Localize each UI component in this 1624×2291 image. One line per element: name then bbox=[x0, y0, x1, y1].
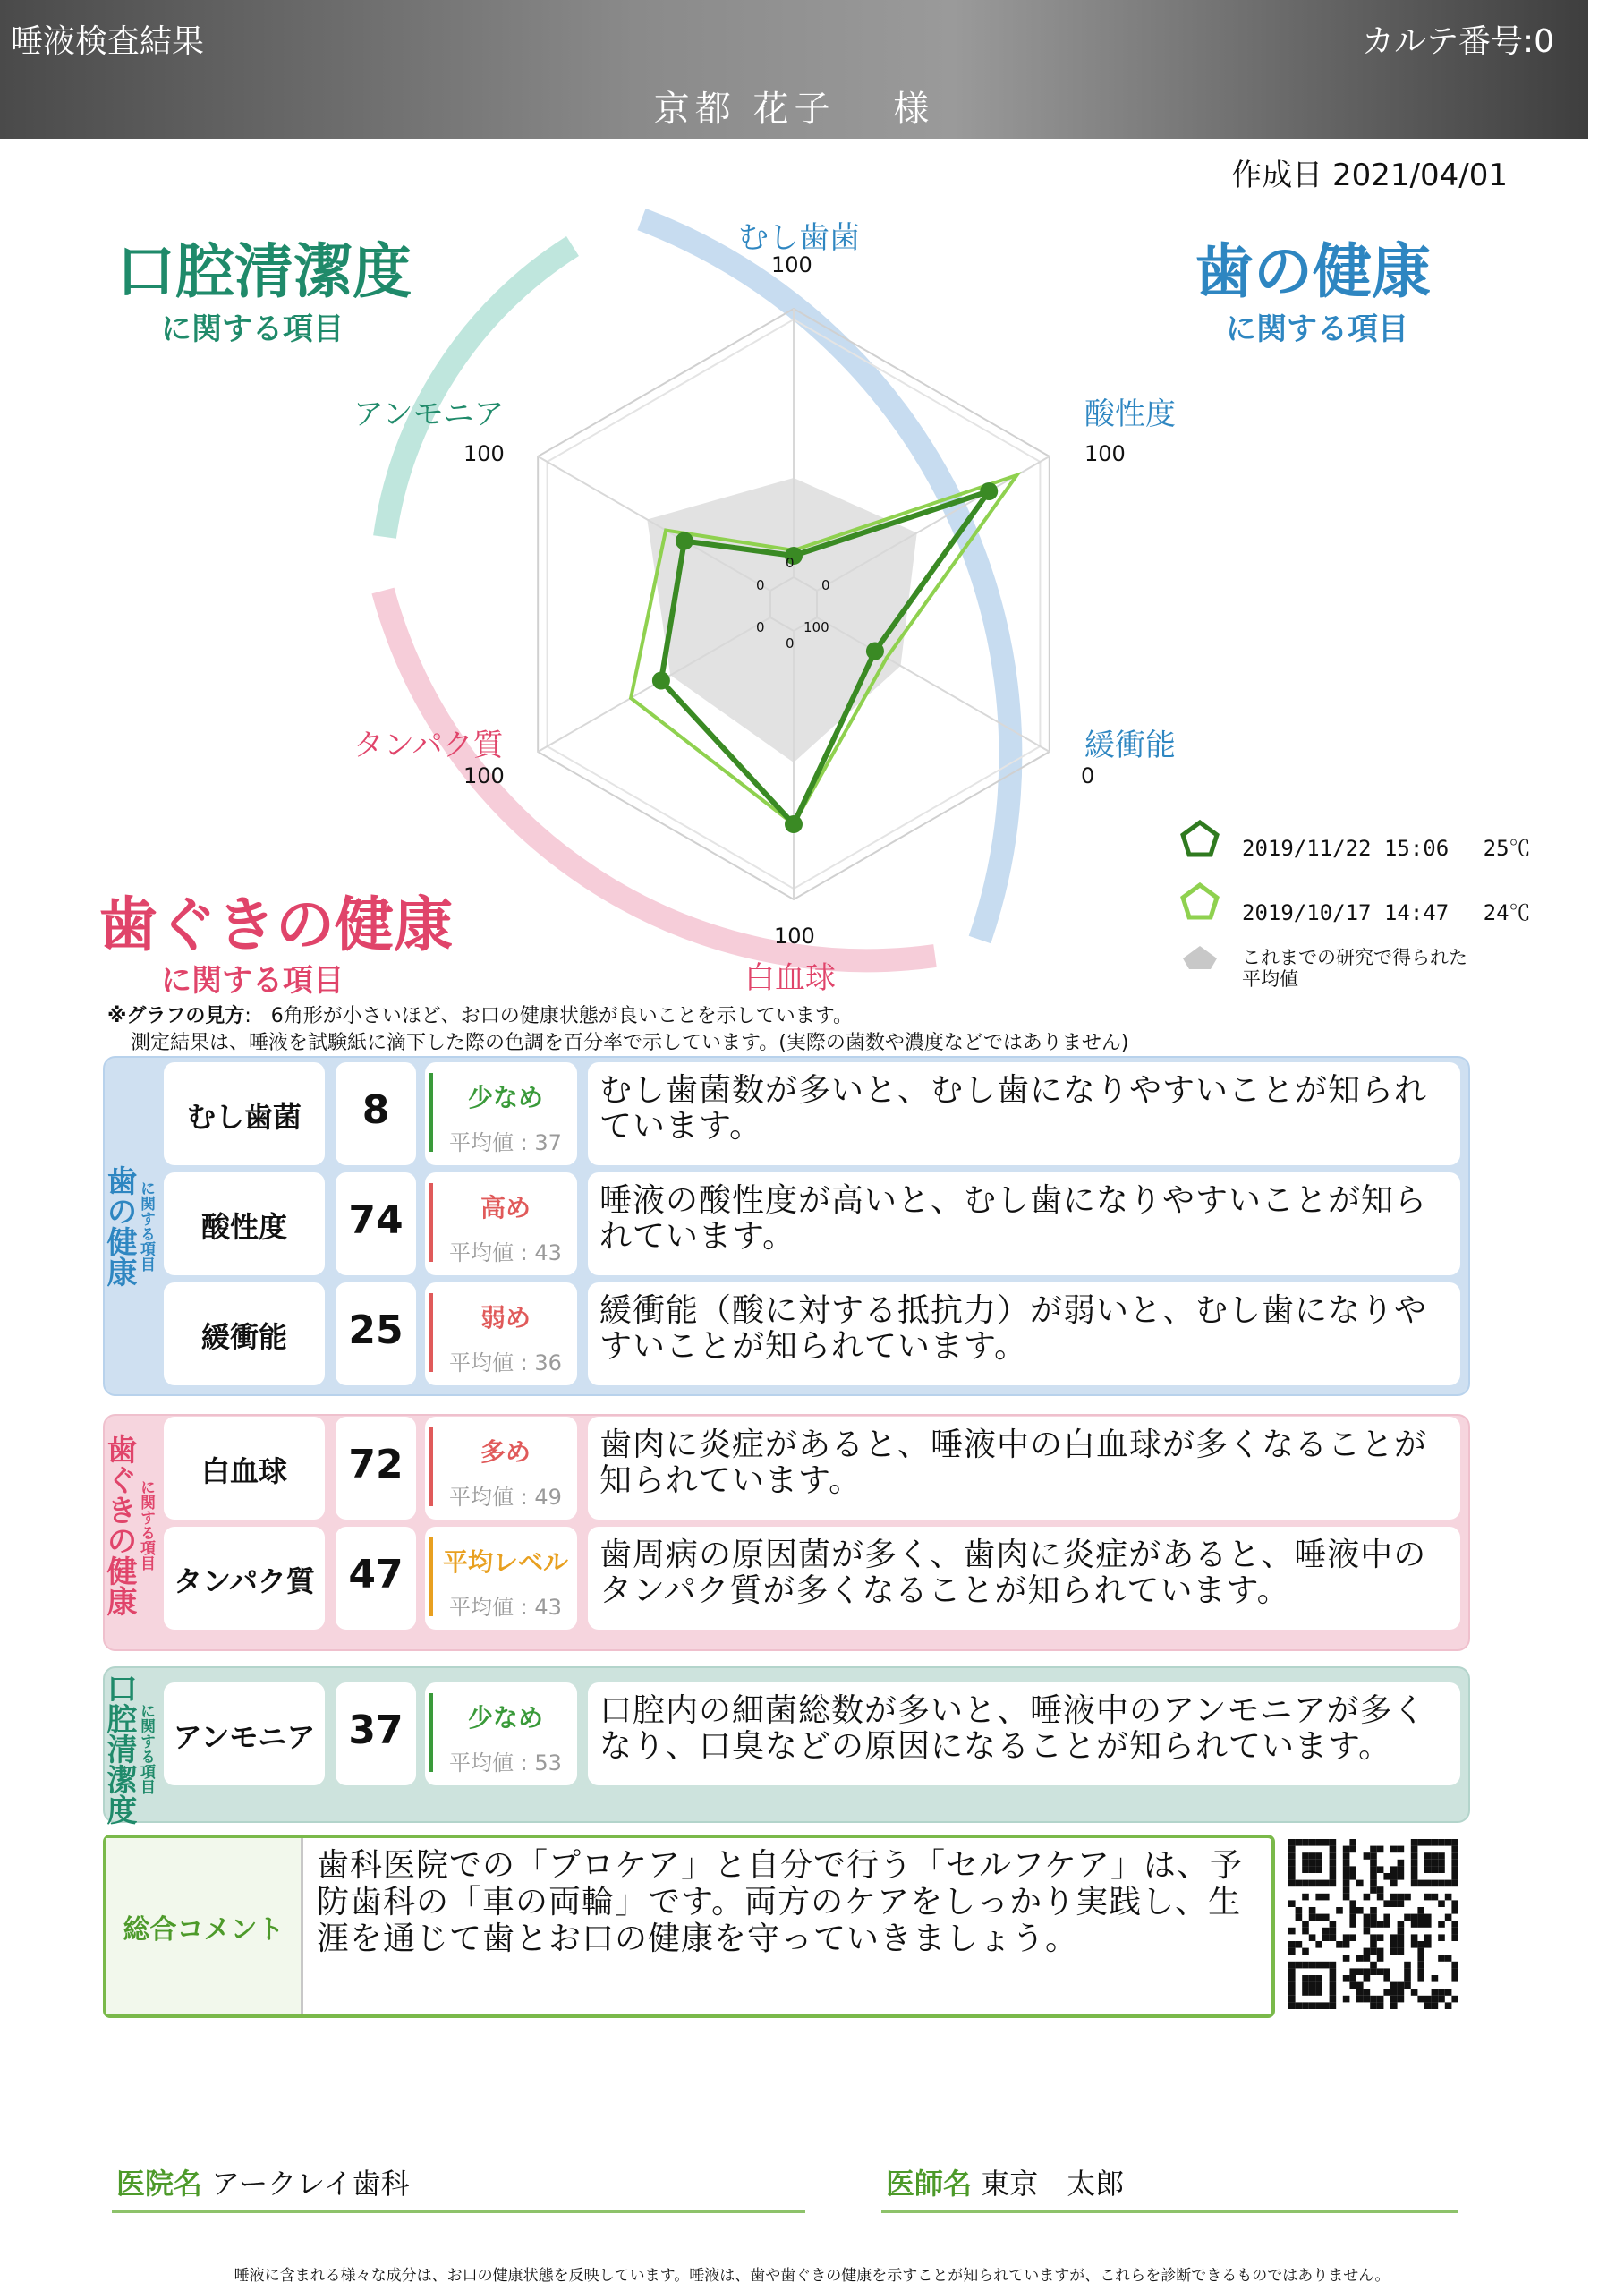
axis-label-protein: タンパク質 bbox=[353, 728, 504, 763]
axis-label-wbc: 白血球 bbox=[744, 960, 836, 996]
qr-code[interactable] bbox=[1288, 1839, 1458, 2009]
axis-label-ammonia: アンモニア bbox=[353, 396, 505, 432]
radar-point bbox=[785, 815, 803, 833]
karte-number: カルテ番号:0 bbox=[1361, 23, 1554, 60]
result-average: 平均値 : 53 bbox=[449, 1750, 562, 1776]
teeth-health-title: 歯の健康 bbox=[1195, 237, 1431, 306]
result-level: 少なめ bbox=[467, 1083, 543, 1112]
legend-series1-icon bbox=[1183, 822, 1217, 855]
legend-series2-label: 2019/10/17 14:47 24℃ bbox=[1242, 900, 1531, 925]
report-title: 唾液検査結果 bbox=[11, 23, 205, 60]
result-level: 高め bbox=[480, 1193, 531, 1222]
axis-min-acidity: 0 bbox=[821, 577, 830, 593]
created-date: 作成日 2021/04/01 bbox=[1231, 158, 1508, 193]
result-value: 25 bbox=[348, 1307, 404, 1353]
result-description: 口腔内の細菌総数が多いと、唾液中のアンモニアが多くなり、口臭などの原因になることが知られています。 bbox=[599, 1692, 1426, 1765]
axis-max-ammonia: 100 bbox=[463, 441, 505, 466]
patient-name: 京都 花子 様 bbox=[653, 89, 935, 130]
axis-min-mushiba: 0 bbox=[786, 555, 795, 571]
result-name: むし歯菌 bbox=[186, 1100, 302, 1134]
result-name: 酸性度 bbox=[200, 1210, 287, 1244]
result-level-bar bbox=[429, 1693, 433, 1772]
result-level: 少なめ bbox=[467, 1703, 543, 1733]
axis-label-mushiba: むし歯菌 bbox=[738, 220, 860, 256]
result-name: アンモニア bbox=[173, 1720, 316, 1754]
comment-box bbox=[103, 1835, 1275, 2018]
result-level: 多め bbox=[480, 1437, 531, 1467]
legend-series2-icon bbox=[1183, 885, 1217, 917]
graph-note-line1: ※グラフの見方: 6角形が小さいほど、お口の健康状態が良いことを示しています。 bbox=[107, 1005, 854, 1027]
comment-text: 歯科医院での「プロケア」と自分で行う「セルフケア」は、予防歯科の「車の両輪」です。両方のケアをしっかり実践し、生涯を通じて歯とお口の健康を守っていきましょう。 bbox=[317, 1847, 1243, 1957]
result-average: 平均値 : 43 bbox=[449, 1595, 562, 1620]
axis-min-buffer: 100 bbox=[803, 619, 829, 635]
result-value: 74 bbox=[348, 1197, 404, 1243]
graph-note-line2: 測定結果は、唾液を試験紙に滴下した際の色調を百分率で示しています。(実際の菌数や濃度などではありません) bbox=[131, 1032, 1129, 1054]
radar-point bbox=[676, 532, 693, 550]
legend-series1-label: 2019/11/22 15:06 25℃ bbox=[1242, 836, 1531, 861]
result-level-bar bbox=[429, 1537, 433, 1616]
axis-max-protein: 100 bbox=[463, 763, 505, 788]
comment-label: 総合コメント bbox=[106, 1838, 303, 2014]
doctor-name: 医師名 東京 太郎 bbox=[886, 2167, 1125, 2201]
result-value: 37 bbox=[348, 1708, 404, 1753]
axis-max-wbc: 100 bbox=[774, 924, 815, 949]
oral-cleanliness-sub: に関する項目 bbox=[161, 311, 344, 347]
result-level-bar bbox=[429, 1183, 433, 1262]
result-level: 弱め bbox=[480, 1303, 531, 1333]
result-description: 緩衝能（酸に対する抵抗力）が弱いと、むし歯になりやすいことが知られています。 bbox=[599, 1292, 1428, 1365]
result-level-bar bbox=[429, 1073, 433, 1152]
result-value: 72 bbox=[348, 1442, 404, 1487]
result-description: 歯周病の原因菌が多く、歯肉に炎症があると、唾液中のタンパク質が多くなることが知られています。 bbox=[599, 1537, 1427, 1609]
oral-cleanliness-title: 口腔清潔度 bbox=[116, 237, 412, 306]
gum-panel-title: 歯ぐきの健康 に関する項目 bbox=[101, 1434, 155, 1616]
radar-point bbox=[652, 672, 670, 690]
legend-average-icon bbox=[1183, 946, 1217, 969]
axis-min-protein: 0 bbox=[756, 619, 765, 635]
teeth-panel-title: 歯の健康 に関する項目 bbox=[101, 1165, 155, 1287]
result-name: 緩衝能 bbox=[200, 1320, 287, 1354]
clinic-name: 医院名 アークレイ歯科 bbox=[116, 2167, 410, 2201]
result-name: 白血球 bbox=[200, 1454, 287, 1488]
result-level: 平均レベル bbox=[442, 1547, 568, 1577]
result-average: 平均値 : 49 bbox=[449, 1485, 562, 1510]
gum-health-sub: に関する項目 bbox=[161, 963, 344, 999]
radar-series bbox=[631, 475, 1016, 833]
axis-label-buffer: 緩衝能 bbox=[1084, 728, 1176, 763]
result-average: 平均値 : 37 bbox=[449, 1130, 562, 1155]
radar-point bbox=[980, 482, 998, 500]
axis-max-acidity: 100 bbox=[1084, 441, 1126, 466]
result-level-bar bbox=[429, 1427, 433, 1506]
result-value: 8 bbox=[361, 1087, 390, 1133]
result-average: 平均値 : 36 bbox=[449, 1350, 562, 1375]
result-level-bar bbox=[429, 1293, 433, 1372]
clinic-underline bbox=[112, 2210, 805, 2213]
axis-max-buffer: 0 bbox=[1081, 763, 1095, 788]
gum-health-title: 歯ぐきの健康 bbox=[98, 890, 453, 959]
disclaimer: 唾液に含まれる様々な成分は、お口の健康状態を反映しています。唾液は、歯や歯ぐきの健康を示すことが知られていますが、これらを診断できるものではありません。 bbox=[234, 2267, 1390, 2285]
oral-panel-title: 口腔清潔度 に関する項目 bbox=[101, 1673, 155, 1825]
result-name: タンパク質 bbox=[174, 1564, 315, 1598]
doctor-underline bbox=[881, 2210, 1458, 2213]
axis-max-mushiba: 100 bbox=[771, 252, 812, 277]
legend-icons bbox=[1179, 819, 1220, 971]
result-average: 平均値 : 43 bbox=[449, 1240, 562, 1265]
result-value: 47 bbox=[348, 1552, 404, 1597]
axis-min-ammonia: 0 bbox=[756, 577, 765, 593]
axis-label-acidity: 酸性度 bbox=[1084, 396, 1176, 432]
result-description: むし歯菌数が多いと、むし歯になりやすいことが知られています。 bbox=[599, 1072, 1428, 1145]
axis-min-wbc: 0 bbox=[786, 635, 795, 652]
result-description: 唾液の酸性度が高いと、むし歯になりやすいことが知られています。 bbox=[599, 1182, 1428, 1255]
teeth-health-sub: に関する項目 bbox=[1226, 311, 1408, 347]
radar-series-2 bbox=[647, 478, 916, 762]
legend-average-label: これまでの研究で得られた 平均値 bbox=[1242, 947, 1467, 990]
radar-point bbox=[866, 643, 884, 660]
result-description: 歯肉に炎症があると、唾液中の白血球が多くなることが知られています。 bbox=[599, 1427, 1428, 1499]
